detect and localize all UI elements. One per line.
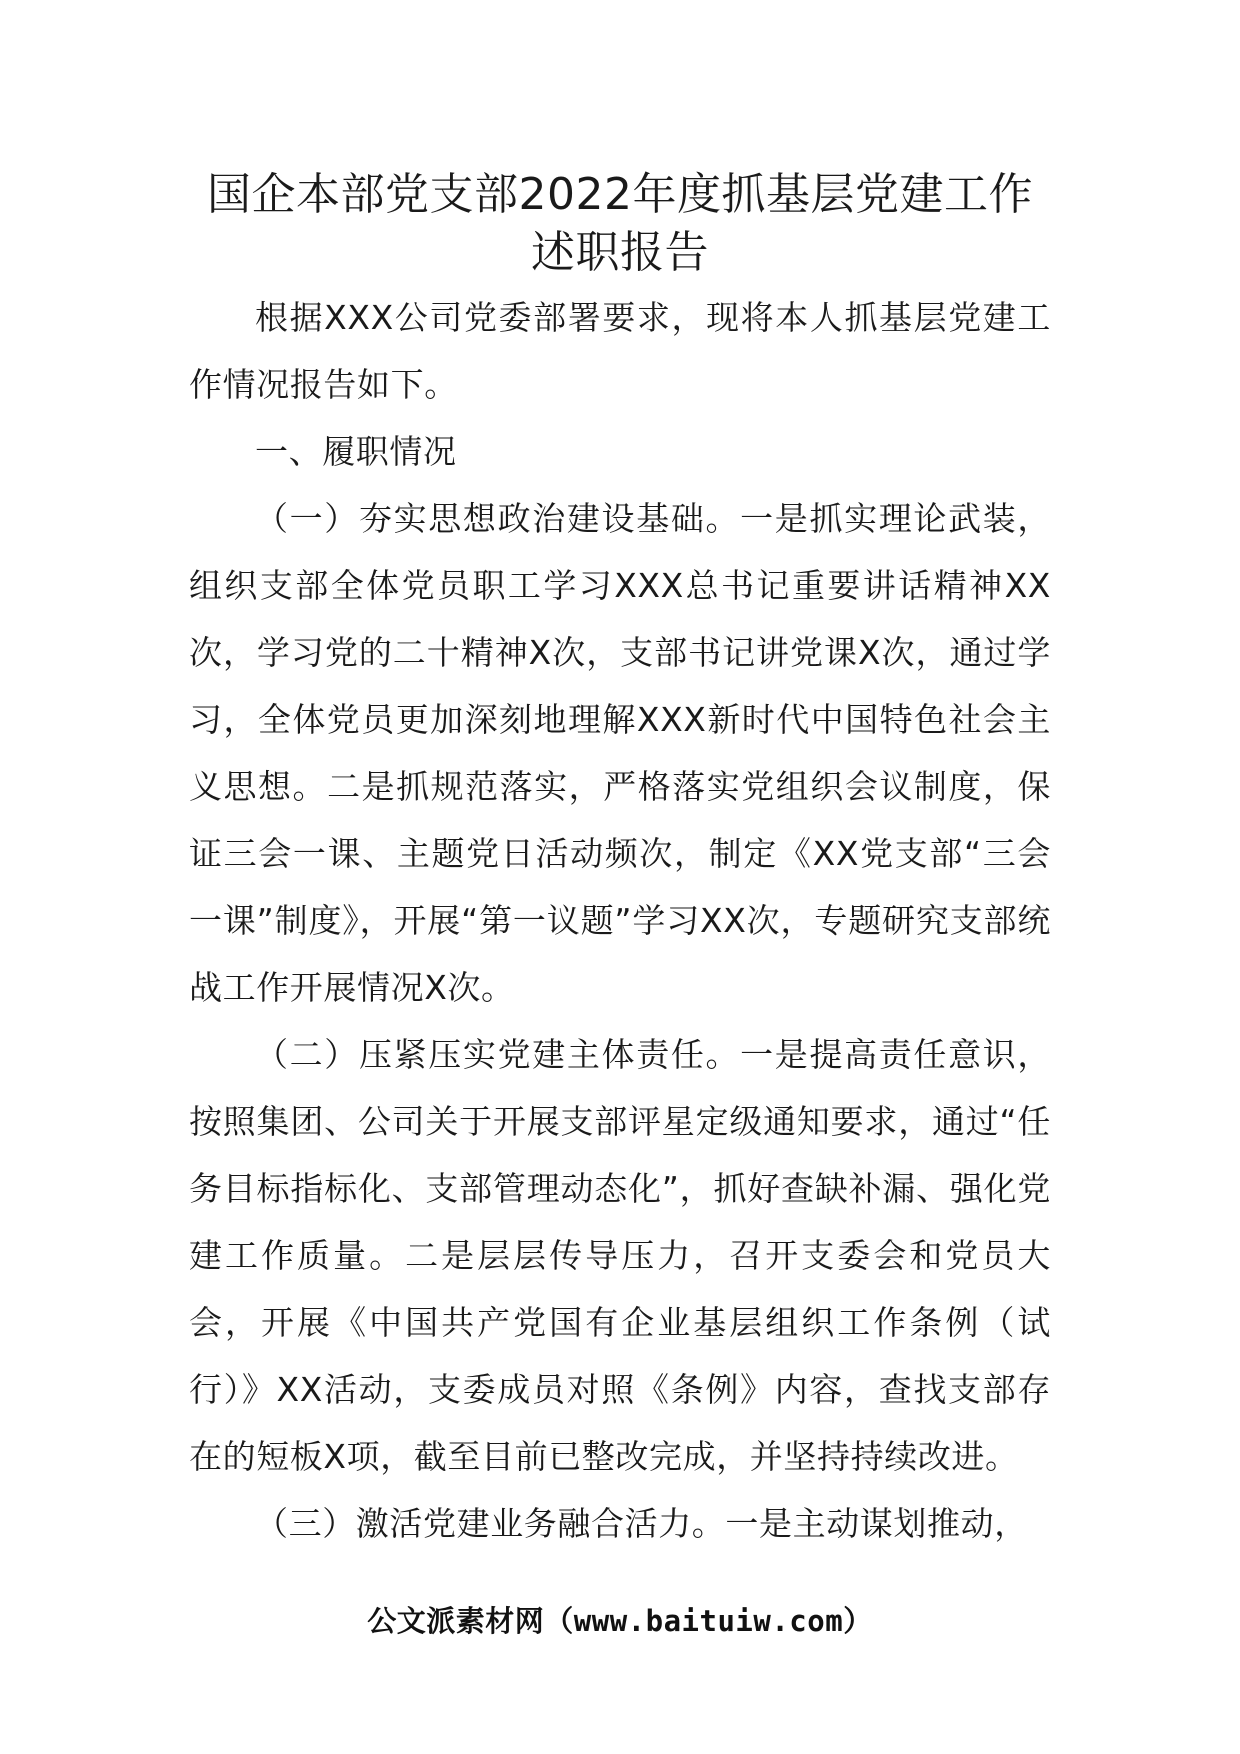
paragraph-2: （二）压紧压实党建主体责任。一是提高责任意识，按照集团、公司关于开展支部评星定级通知要求，通过“任务目标指标化、支部管理动态化”，抓好查缺补漏、强化党建工作质量。二是层层传导压力，召开支委会和党员大会，开展《中国共产党国有企业基层组织工作条例（试行）》XX活动，支委成员对照《条例》内容，查找支部存在的短板X项，截至目前已整改完成，并坚持持续改进。 bbox=[189, 1035, 1051, 1476]
section-heading: 一、履职情况 bbox=[255, 432, 457, 471]
document-title bbox=[189, 166, 1051, 282]
title-line-2: 述职报告 bbox=[531, 227, 709, 278]
footer-watermark: 公文派素材网（www.baituiw.com） bbox=[367, 1604, 873, 1638]
document-body bbox=[189, 166, 1051, 1557]
paragraph-1: （一）夯实思想政治建设基础。一是抓实理论武装，组织支部全体党员职工学习XXX总书记重要讲话精神XX次，学习党的二十精神X次，支部书记讲党课X次，通过学习，全体党员更加深刻地理解XXX新时代中国特色社会主义思想。二是抓规范落实，严格落实党组织会议制度，保证三会一课、主题党日活动频次，制定《XX党支部“三会一课”制度》，开展“第一议题”学习XX次，专题研究支部统战工作开展情况X次。 bbox=[189, 499, 1051, 1007]
intro-paragraph: 根据XXX公司党委部署要求，现将本人抓基层党建工作情况报告如下。 bbox=[189, 298, 1051, 404]
paragraph-3: （三）激活党建业务融合活力。一是主动谋划推动， bbox=[255, 1504, 1028, 1543]
title-line-1: 国企本部党支部2022年度抓基层党建工作 bbox=[207, 169, 1033, 220]
